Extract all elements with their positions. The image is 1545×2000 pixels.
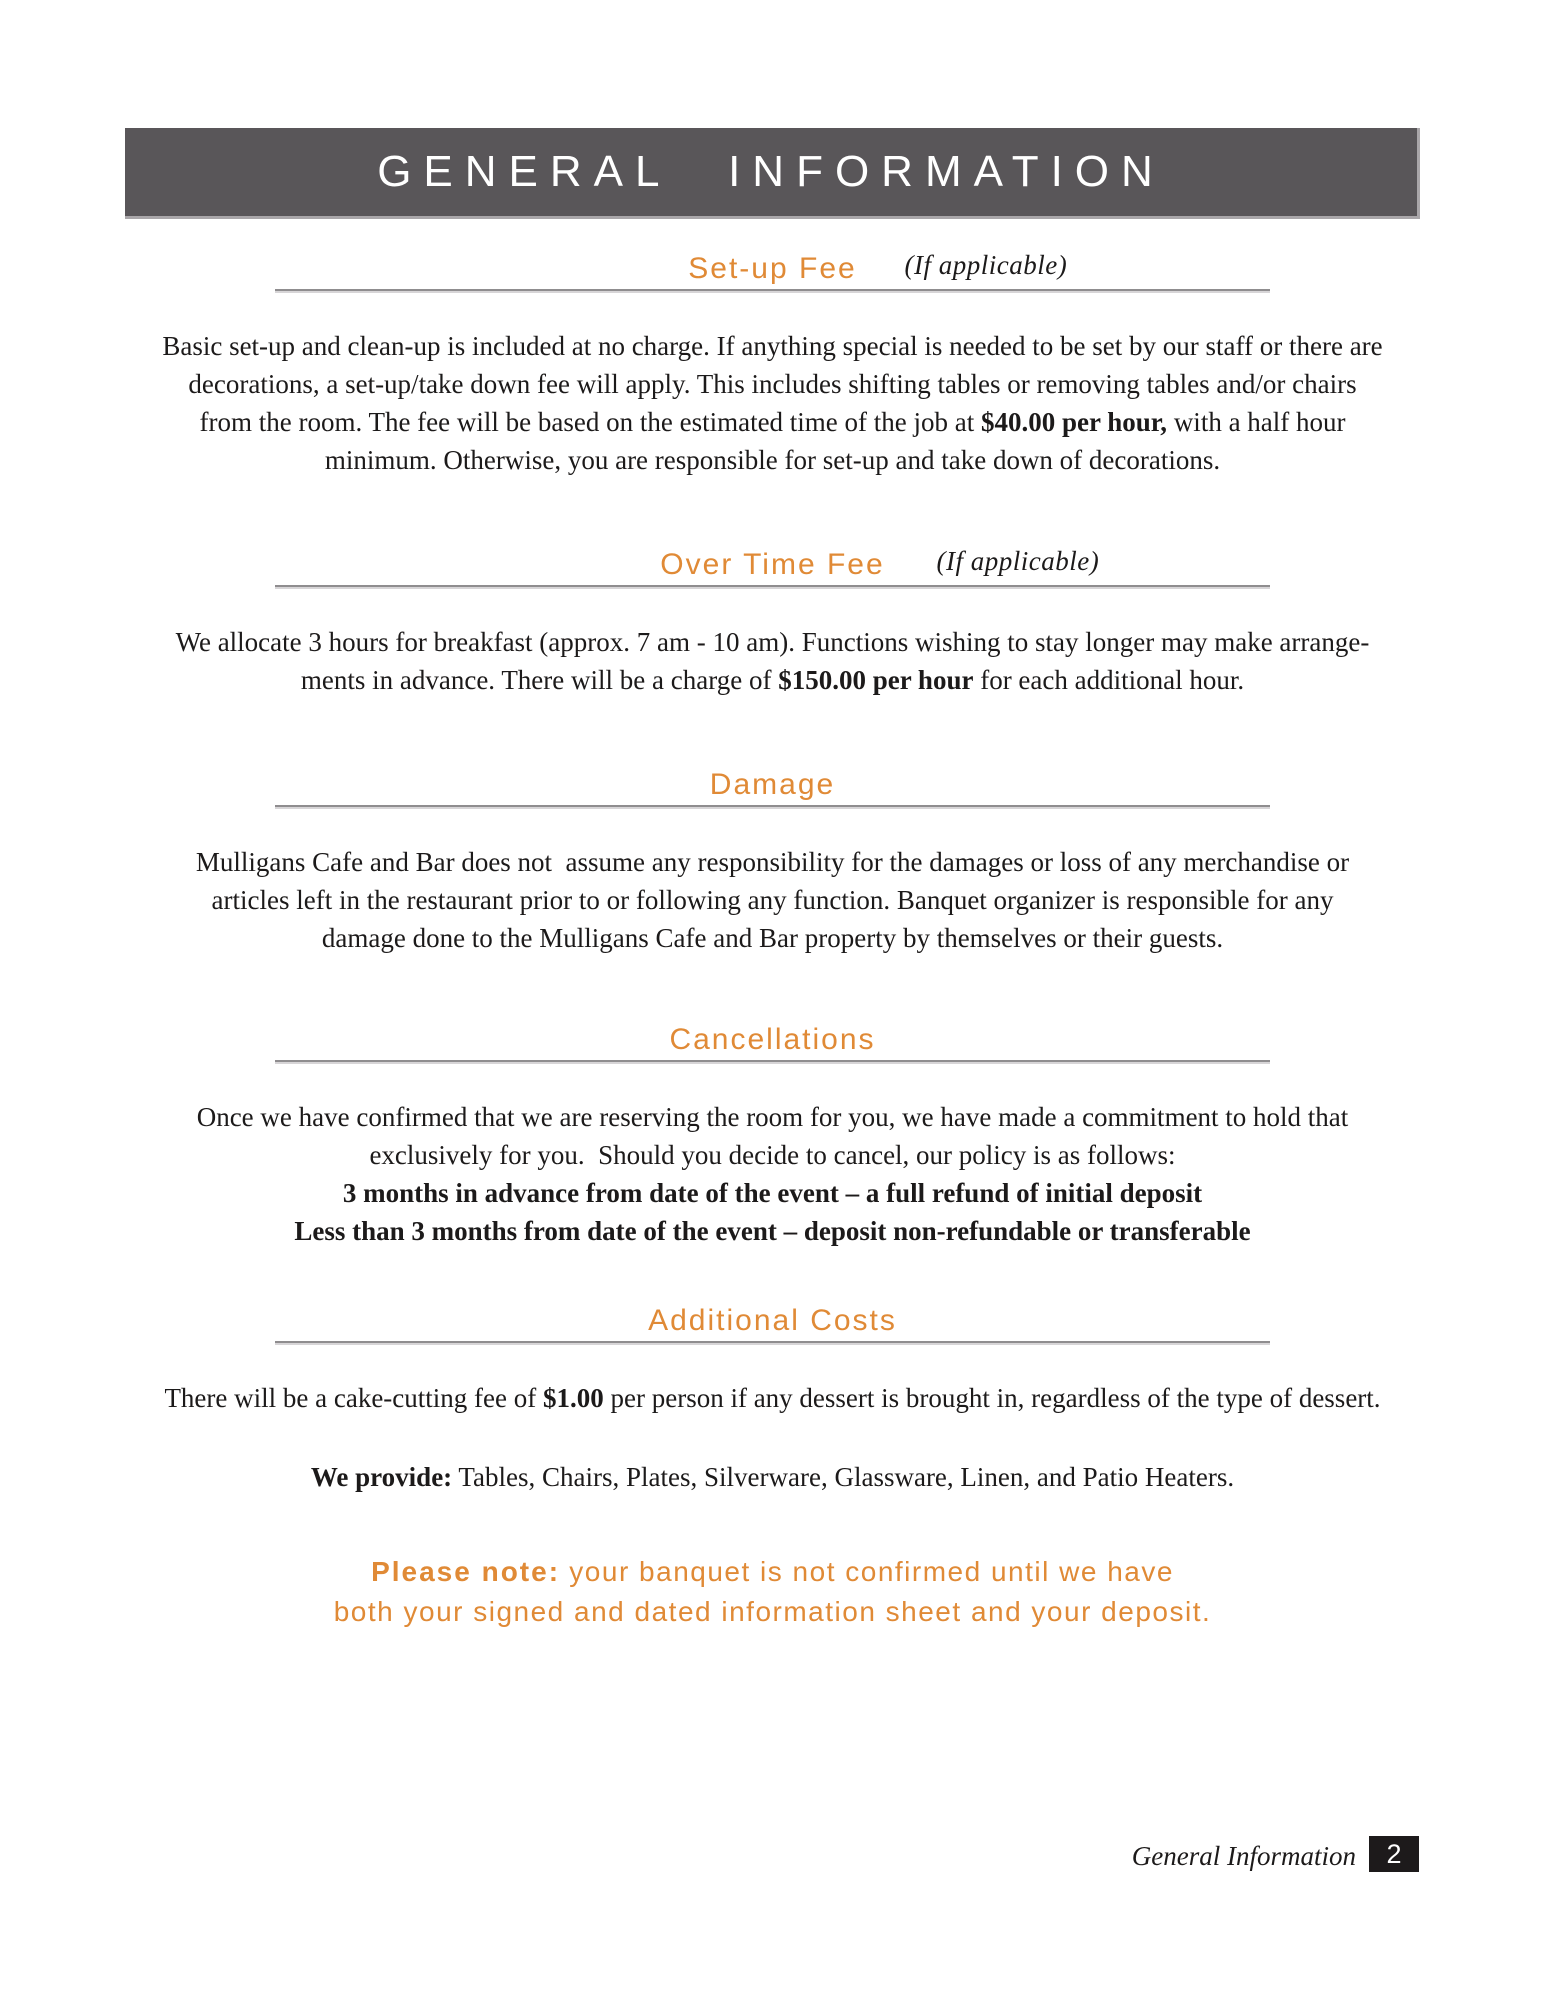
section-paragraph xyxy=(100,327,1445,479)
paragraph-line xyxy=(100,919,1445,957)
section-cancellations xyxy=(0,1024,1545,1250)
paragraph-line xyxy=(100,881,1445,919)
section-heading-rule xyxy=(275,250,1270,291)
text-run: Once we have confirmed that we are reserving the room for you, we have made a commitment to hold that xyxy=(196,1102,1349,1132)
text-run: $1.00 xyxy=(543,1383,604,1413)
text-run: minimum. Otherwise, you are responsible for set-up and take down of decorations. xyxy=(324,445,1221,475)
section-heading: Additional Costs xyxy=(648,1304,897,1337)
paragraph-line xyxy=(100,1098,1445,1136)
text-run: both your signed and dated information sheet and your deposit. xyxy=(333,1596,1212,1627)
text-run: We allocate 3 hours for breakfast (approx. 7 am - 10 am). Functions wishing to stay longer may make arrange- xyxy=(175,627,1370,657)
paragraph-line xyxy=(0,1458,1545,1496)
paragraph-line xyxy=(100,1379,1445,1417)
paragraph-line xyxy=(100,1174,1445,1212)
text-run: There will be a cake-cutting fee of xyxy=(164,1383,543,1413)
paragraph-line xyxy=(100,327,1445,365)
text-run: ments in advance. There will be a charge of xyxy=(300,665,779,695)
section-over-time-fee xyxy=(0,546,1545,699)
text-run: Basic set-up and clean-up is included at no charge. If anything special is needed to be set by our staff or there are xyxy=(162,331,1383,361)
section-heading: Set-up Fee xyxy=(688,252,857,285)
paragraph-line xyxy=(100,623,1445,661)
text-run: 3 months in advance from date of the event – a full refund of initial deposit xyxy=(342,1178,1203,1208)
text-run: with a half hour xyxy=(1167,407,1346,437)
footer-section-label: General Information xyxy=(1131,1841,1356,1871)
section-paragraph xyxy=(100,1379,1445,1417)
paragraph-line xyxy=(100,403,1445,441)
section-additional-costs xyxy=(0,1305,1545,1417)
text-run: We provide: xyxy=(310,1462,453,1492)
paragraph-line xyxy=(0,1552,1545,1592)
paragraph-line xyxy=(100,843,1445,881)
section-note: (If applicable) xyxy=(936,546,1100,576)
paragraph-line xyxy=(100,661,1445,699)
paragraph-line xyxy=(100,1212,1445,1250)
section-note: (If applicable) xyxy=(904,250,1068,280)
text-run: your banquet is not confirmed until we have xyxy=(560,1556,1174,1587)
text-run: for each additional hour. xyxy=(973,665,1245,695)
text-run: Less than 3 months from date of the event – deposit non-refundable or transferable xyxy=(294,1216,1251,1246)
please-note xyxy=(0,1552,1545,1632)
paragraph-line xyxy=(100,1136,1445,1174)
text-run: Please note: xyxy=(371,1556,561,1587)
text-run: per person if any dessert is brought in, regardless of the type of dessert. xyxy=(603,1383,1381,1413)
page-footer xyxy=(1132,1836,1419,1872)
paragraph-line xyxy=(0,1592,1545,1632)
text-run: decorations, a set-up/take down fee will apply. This includes shifting tables or removing tables and/or chairs xyxy=(188,369,1357,399)
text-run: exclusively for you. Should you decide to cancel, our policy is as follows: xyxy=(369,1140,1176,1170)
section-damage xyxy=(0,769,1545,957)
text-run: $150.00 per hour xyxy=(778,665,974,695)
we-provide-line xyxy=(0,1458,1545,1496)
page-number-box xyxy=(1369,1836,1419,1872)
section-heading: Cancellations xyxy=(669,1023,876,1056)
page-number: 2 xyxy=(1386,1838,1402,1869)
section-heading: Damage xyxy=(709,768,836,801)
section-set-up-fee xyxy=(0,250,1545,479)
text-run: Mulligans Cafe and Bar does not assume any responsibility for the damages or loss of any merchandise or xyxy=(195,847,1350,877)
paragraph-line xyxy=(100,365,1445,403)
section-heading-rule xyxy=(275,769,1270,807)
section-heading-rule xyxy=(275,1305,1270,1343)
text-run: from the room. The fee will be based on the estimated time of the job at xyxy=(199,407,982,437)
section-paragraph xyxy=(100,843,1445,957)
section-heading-rule xyxy=(275,1024,1270,1062)
text-run: articles left in the restaurant prior to or following any function. Banquet organizer is responsible for any xyxy=(211,885,1334,915)
section-heading: Over Time Fee xyxy=(660,548,885,581)
section-heading-rule xyxy=(275,546,1270,587)
page-title-bar xyxy=(125,128,1420,219)
section-paragraph xyxy=(100,623,1445,699)
text-run: damage done to the Mulligans Cafe and Bar property by themselves or their guests. xyxy=(321,923,1224,953)
page-title: GENERAL INFORMATION xyxy=(377,147,1165,196)
text-run: Tables, Chairs, Plates, Silverware, Glassware, Linen, and Patio Heaters. xyxy=(452,1462,1235,1492)
paragraph-line xyxy=(100,441,1445,479)
text-run: $40.00 per hour, xyxy=(981,407,1168,437)
section-paragraph xyxy=(100,1098,1445,1250)
